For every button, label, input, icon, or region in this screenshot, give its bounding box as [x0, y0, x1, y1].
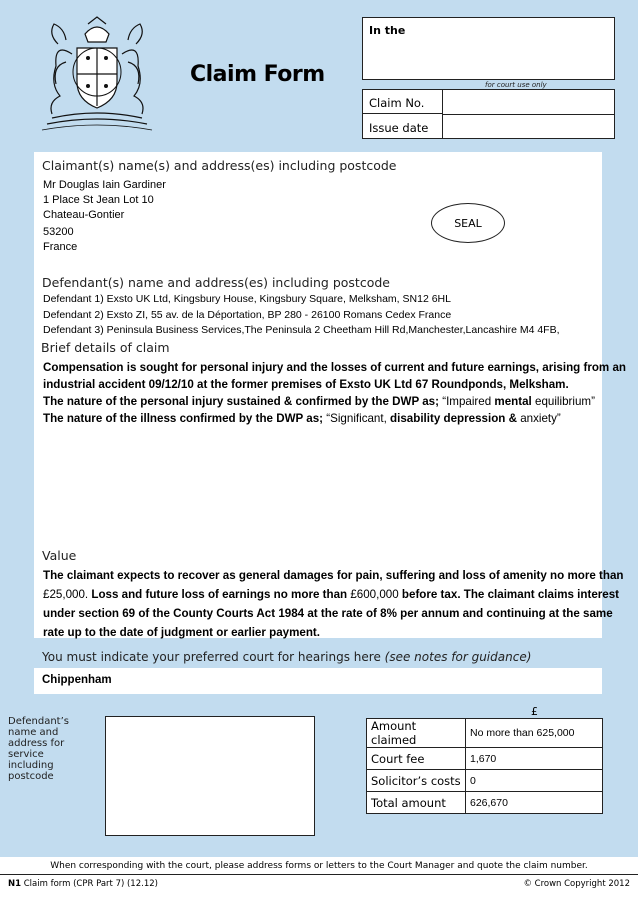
defendant-service-field[interactable] — [105, 716, 315, 836]
brief-line: The nature of the illness confirmed by the DWP as; “Significant, disability depression & anxiety” — [43, 412, 561, 425]
table-row — [367, 792, 603, 814]
defendant-service-label: Defendant’s name and address for service including postcode — [8, 716, 69, 782]
brief-details-label: Brief details of claim — [41, 340, 170, 355]
defendant-line: Defendant 2) Exsto ZI, 55 av. de la Déportation, BP 280 - 26100 Romans Cedex France — [43, 308, 452, 321]
claim-no-field[interactable] — [445, 91, 613, 113]
value-line: £25,000. Loss and future loss of earnings no more than £600,000 before tax. The claimant claims interest — [43, 588, 620, 601]
table-row — [367, 770, 603, 792]
defendant-label: Defendant(s) name and address(es) including postcode — [42, 275, 390, 290]
total-amount-value[interactable]: 626,670 — [466, 792, 603, 814]
brief-details-text[interactable] — [43, 359, 626, 427]
preferred-court-label: You must indicate your preferred court for hearings here (see notes for guidance) — [42, 650, 532, 664]
defendant-addresses[interactable] — [43, 292, 560, 339]
value-label: Value — [42, 548, 77, 563]
court-fee-value[interactable]: 1,670 — [466, 748, 603, 770]
preferred-court-value: Chippenham — [42, 674, 112, 686]
table-row — [367, 748, 603, 770]
court-fee-label: Court fee — [367, 748, 466, 770]
court-name-field[interactable] — [362, 17, 615, 80]
issue-date-label: Issue date — [369, 121, 429, 135]
currency-symbol: £ — [531, 705, 538, 718]
claimant-line: France — [43, 241, 78, 253]
royal-coat-of-arms-icon — [22, 14, 172, 132]
claimant-line: Chateau-Gontier — [43, 209, 125, 221]
value-line: under section 69 of the County Courts Act 1984 at the rate of 8% per annum and continuing at the same — [43, 607, 613, 620]
brief-line: industrial accident 09/12/10 at the former premises of Exsto UK Ltd 67 Roundponds, Melksham. — [43, 378, 569, 391]
form-title: Claim Form — [190, 62, 325, 87]
claimant-line: Mr Douglas Iain Gardiner — [43, 179, 166, 191]
solicitors-costs-value[interactable]: 0 — [466, 770, 603, 792]
amount-claimed-value[interactable]: No more than 625,000 — [466, 719, 603, 748]
amounts-table — [366, 718, 603, 814]
claimant-address[interactable] — [43, 178, 166, 255]
claim-no-label: Claim No. — [369, 96, 425, 110]
total-amount-label: Total amount — [367, 792, 466, 814]
footer-divider — [0, 874, 638, 875]
preferred-court-field[interactable] — [34, 668, 602, 694]
amount-claimed-label: Amount claimed — [367, 719, 466, 748]
value-line: rate up to the date of judgment or earlier payment. — [43, 626, 321, 639]
defendant-line: Defendant 1) Exsto UK Ltd, Kingsbury House, Kingsbury Square, Melksham, SN12 6HL — [43, 293, 451, 305]
seal-mark: SEAL — [431, 203, 505, 243]
solicitors-costs-label: Solicitor’s costs — [367, 770, 466, 792]
claimant-line: 1 Place St Jean Lot 10 — [43, 194, 154, 206]
correspondence-note: When corresponding with the court, please address forms or letters to the Court Manager and quote the claim number. — [50, 861, 588, 871]
value-line: The claimant expects to recover as general damages for pain, suffering and loss of amenity no more than — [43, 569, 624, 582]
court-use-label: for court use only — [485, 81, 547, 89]
defendant-line: Defendant 3) Peninsula Business Services,The Peninsula 2 Cheetham Hill Rd,Manchester,Lancashire M4 4FB, — [43, 324, 560, 336]
issue-date-field[interactable] — [445, 116, 613, 138]
brief-line: The nature of the personal injury sustained & confirmed by the DWP as; “Impaired mental equilibrium” — [43, 395, 595, 408]
brief-line: Compensation is sought for personal injury and the losses of current and future earnings, arising from an — [43, 361, 626, 374]
in-the-label: In the — [369, 24, 406, 37]
claimant-line: 53200 — [43, 226, 74, 238]
table-row — [367, 719, 603, 748]
copyright: © Crown Copyright 2012 — [523, 879, 630, 889]
court-use-panel — [362, 89, 615, 139]
value-text[interactable] — [43, 566, 624, 642]
form-code: N1 Claim form (CPR Part 7) (12.12) — [8, 879, 158, 889]
claimant-label: Claimant(s) name(s) and address(es) including postcode — [42, 158, 397, 173]
